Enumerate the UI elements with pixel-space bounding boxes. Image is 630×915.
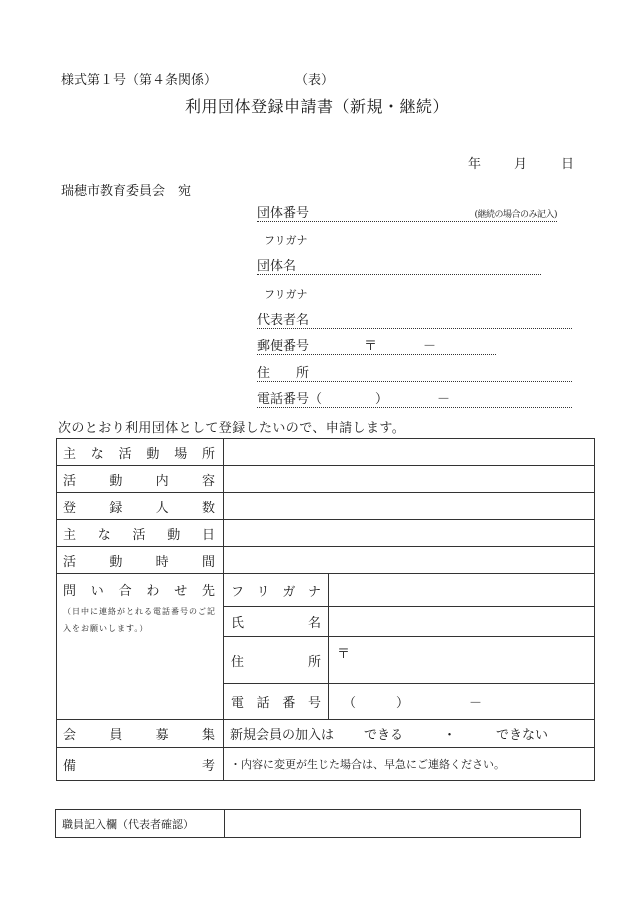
contact-phone-label: 電 話 番 号 (224, 684, 329, 720)
table-row-activity-content (57, 466, 595, 493)
contact-postal-mark: 〒 (337, 647, 351, 662)
table-row-member-count (57, 493, 595, 520)
activity-content-label: 活 動 内 容 (57, 466, 224, 493)
recruit-text: 新規会員の加入は (230, 728, 335, 743)
contact-name-label: 氏 名 (224, 607, 329, 637)
representative-label: 代表者名 (257, 313, 310, 328)
furigana-label-2: フリガナ (264, 288, 308, 301)
activity-day-input[interactable] (224, 520, 595, 547)
contact-furigana-input[interactable] (329, 574, 595, 607)
address-field[interactable] (257, 363, 572, 381)
furigana-label-1: フリガナ (264, 234, 308, 247)
activity-place-input[interactable] (224, 439, 595, 466)
staff-entry-table (55, 809, 581, 838)
group-number-note: (継続の場合のみ記入) (474, 210, 557, 220)
recruit-can-option[interactable]: できる (364, 728, 404, 743)
phone-label: 電話番号（ (257, 392, 323, 407)
table-row-activity-place (57, 439, 595, 466)
contact-phone-dash: － (469, 696, 483, 711)
activity-time-label: 活 動 時 間 (57, 547, 224, 574)
recruit-value (224, 720, 595, 748)
table-row-contact-furigana (57, 574, 595, 607)
date-month: 月 (514, 157, 528, 172)
contact-address-label: 住 所 (224, 637, 329, 684)
address-label: 住 所 (257, 366, 310, 381)
table-row-remarks (57, 748, 595, 781)
contact-phone-input[interactable] (329, 684, 595, 720)
member-count-label: 登 録 人 数 (57, 493, 224, 520)
activity-content-input[interactable] (224, 466, 595, 493)
activity-time-input[interactable] (224, 547, 595, 574)
staff-entry-input[interactable] (225, 810, 581, 838)
postal-dash: － (423, 339, 437, 354)
date-year: 年 (468, 157, 482, 172)
contact-phone-open: （ (343, 696, 357, 711)
activity-day-label: 主 な 活 動 日 (57, 520, 224, 547)
recruit-cannot-option[interactable]: できない (496, 728, 549, 743)
phone-field[interactable] (257, 389, 572, 407)
remarks-text: ・内容に変更が生じた場合は、早急にご連絡ください。 (224, 748, 595, 781)
form-title: 利用団体登録申請書（新規・継続） (185, 97, 450, 116)
remarks-label: 備 考 (57, 748, 224, 781)
postal-code-label: 郵便番号 (257, 339, 310, 354)
member-count-input[interactable] (224, 493, 595, 520)
contact-address-input[interactable] (329, 637, 595, 684)
form-number: 様式第１号（第４条関係） (61, 73, 218, 88)
front-side-marker: （表） (295, 73, 335, 88)
contact-label: 問 い 合 わ せ 先 (63, 584, 215, 599)
recruit-separator: ・ (443, 728, 457, 743)
postal-code-field[interactable] (257, 336, 496, 354)
table-row-activity-time (57, 547, 595, 574)
recruit-label: 会 員 募 集 (57, 720, 224, 748)
group-number-label: 団体番号 (257, 206, 310, 221)
addressee: 瑞穂市教育委員会 宛 (61, 184, 192, 199)
staff-entry-label: 職員記入欄（代表者確認） (56, 810, 225, 838)
intro-text: 次のとおり利用団体として登録したいので、申請します。 (58, 421, 406, 436)
group-name-field[interactable] (257, 256, 541, 274)
representative-field[interactable] (257, 310, 572, 328)
phone-dash: － (437, 392, 451, 407)
contact-label-cell (57, 574, 224, 720)
contact-name-input[interactable] (329, 607, 595, 637)
application-table (56, 438, 595, 781)
contact-note: （日中に連絡がとれる電話番号のご記入をお願いします。） (63, 607, 216, 633)
contact-furigana-label: フ リ ガ ナ (224, 574, 329, 607)
table-row-recruit (57, 720, 595, 748)
phone-close-paren: ） (375, 392, 389, 407)
activity-place-label: 主 な 活 動 場 所 (57, 439, 224, 466)
contact-phone-close: ） (396, 696, 410, 711)
postal-mark: 〒 (364, 339, 378, 354)
group-name-label: 団体名 (257, 259, 297, 274)
group-number-field[interactable] (257, 203, 557, 221)
date-day: 日 (561, 157, 575, 172)
table-row-activity-day (57, 520, 595, 547)
